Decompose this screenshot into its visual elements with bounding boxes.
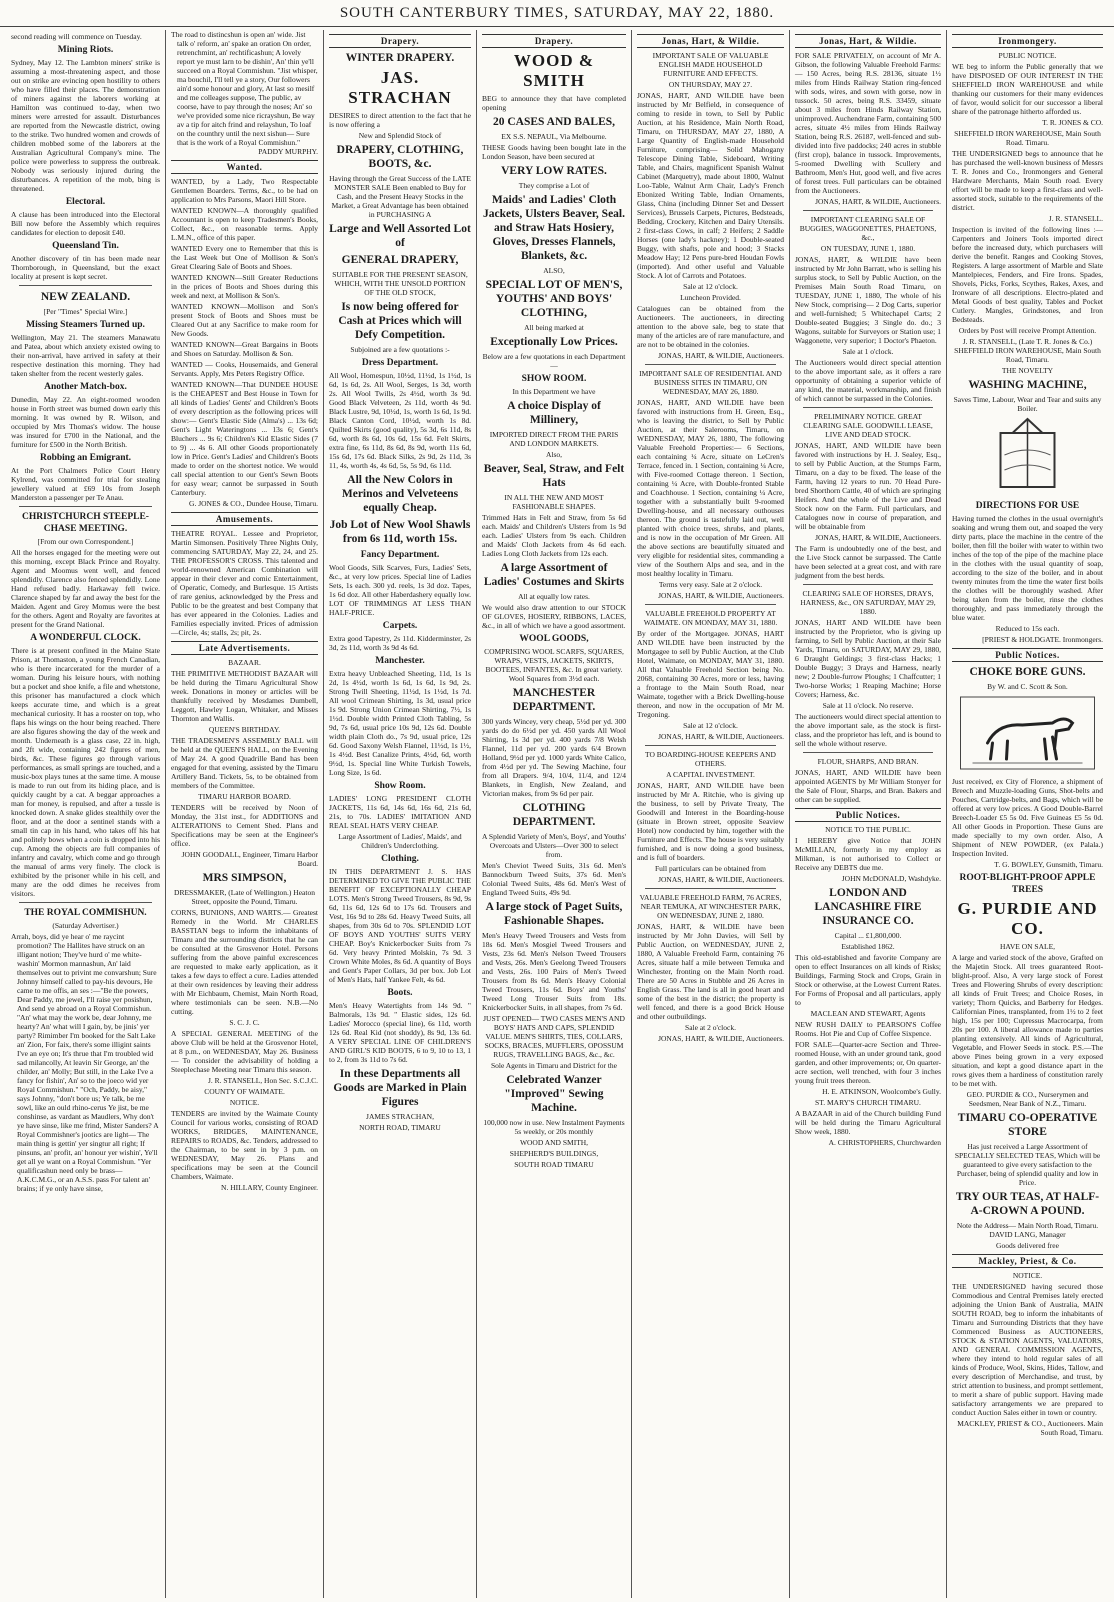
reduced-price: Reduced to 15s each. bbox=[995, 624, 1060, 633]
wanted-ad: WANTED Every one to Remember that this is the Last Week but One of Mollison & Son's Great Clearing Sale of Boots and Shoes. bbox=[171, 244, 318, 271]
mackley-text: THE UNDERSIGNED having secured those Commodious and Central Premises lately erected adjoining the Union Bank of Australia, MAIN SOUTH ROAD, beg to inform the inhabitants of Timaru and Surrounding Districts that they have Commenced Business as AUCTIONEERS, STOCK & STATION AGENTS, VALUATORS, AND GENERAL COMMISSION AGENTS, where they intend to hold regular sales of all kinds of Produce, Wool, Skins, Hides, Tallow, and every description of Merchandise, and trust, by strict attention to business, and prompt settlement, to merit a share of public support. Having made satisfactory arrangements we are prepared to conduct Auction Sales either in town or country. bbox=[952, 1282, 1103, 1417]
choke-sub: By W. and C. Scott & Son. bbox=[987, 682, 1068, 691]
scjc-ad: A SPECIAL GENERAL MEETING of the above Club will be held at the Grosvenor Hotel, at 8 p.m., on WEDNESDAY, May 26. Business— To consider the advisability of holding a Steeplechase Meeting near Timaru this season. bbox=[171, 1029, 318, 1074]
heading-steeplechase: CHRISTCHURCH STEEPLE-CHASE MEETING. bbox=[22, 512, 149, 534]
heading-carpets: Carpets. bbox=[382, 621, 418, 631]
all-marking: All being marked at bbox=[524, 323, 584, 332]
heading-wanted: Wanted. bbox=[171, 160, 318, 174]
rush-ad: NEW RUSH DAILY to PEARSON'S Coffee Rooms. Hot Pie and Cup of Coffee Sixpence. bbox=[795, 1020, 941, 1038]
heading-clock: A WONDERFUL CLOCK. bbox=[30, 633, 141, 643]
column-auctions-a bbox=[632, 30, 790, 1598]
notice-heading: PUBLIC NOTICE. bbox=[998, 51, 1057, 60]
delivered: Goods delivered free bbox=[996, 1241, 1059, 1250]
hats: Beaver, Seal, Straw, and Felt Hats bbox=[483, 463, 625, 489]
mining-text: Sydney, May 12. The Lambton miners' strike is assuming a most-threatening aspect, and those out on strike are evincing open hostility to others who have filled their places. The demonstration of miners against the laborers working at Hamilton was continued to-day, when two miners were arrested for assault. Disturbances are reported from the Newcastle district, owing to the strike. Two hundred women and crowds of children mobbed some of the laborers at the Australian Agricultural Company's mine. The police were powerless to suppress the outbreak. Nobody was seriously injured during the disturbances. A repetition of the mob, bing is threatened. bbox=[11, 58, 160, 193]
in-this-dept: In this Department we have bbox=[512, 387, 596, 396]
sale-date: ON THURSDAY, MAY 27. bbox=[668, 80, 753, 89]
wood-smith-name: WOOD & SMITH bbox=[513, 51, 595, 90]
waimate-heading: COUNTY OF WAIMATE. bbox=[204, 1087, 285, 1096]
sale-text: JONAS, HART, AND WILDIE have been favored with instructions by H. J. Sealey, Esq., to sell by Public Auction, at the Stumps Farm, Timaru, on a day to be fixed. The lease of the Farm, having 12 years to run. 70 Head Pure-bred Shorthorn Cattle, 40 of which are springing Heifers. And the whole of the Live and Dead Stock now on the Farm. Full particulars, and Catalogues now in course of preparation, and will be obtainable from bbox=[795, 441, 941, 531]
heading-jonas: Jonas, Hart, & Wildie. bbox=[637, 34, 784, 48]
imported: IMPORTED DIRECT FROM THE PARIS AND LONDON MARKETS. bbox=[489, 430, 619, 448]
insurance-signature: MACLEAN AND STEWART, Agents bbox=[810, 1009, 926, 1018]
sale-text: JONAS, HART, AND WILDIE have been instructed by Mr Belfield, in consequence of coming to reside in town, to Sell by Public Auction, at his Residence, Main North Road, Timaru, on THURSDAY, MAY 27, 1880, A Large Quantity of English-made Household Furniture, comprising— Solid Mahogany Telescope Dining Table, Sideboard, Writing Table, and Chairs, magnificent Spanish Walnut Cabinet (Marquetry), made about 1800, Walnut Loo-Table, Walnut Arm Chair, Lady's French Ebonized Writing Table, Indian Ornaments, Glass, China (including Dinner Set and Dessert Services), Brussels Carpets, Pictures, Bedsteads, Bedding, Crockery, Kitchen and Dairy Utensils. 2 first-class Cows, in calf; 2 Heifers; 2 Saddle Horses (one lady's hackney); 1 Double-seated Buggy, with shafts, pole and hood; 3 Stacks Meadow Hay; 12 Pens pure-bred Houdan Fowls (imported). And other useful and Valuable Stock. A lot of Carrots and Potatoes. bbox=[637, 91, 784, 280]
particulars: Full particulars can be obtained from bbox=[654, 864, 766, 873]
insurance-capital: Capital ... £1,800,000. bbox=[834, 931, 902, 940]
sale-text: JONAS, HART, & WILDIE have been instructed by Mr John Barratt, who is selling his surplus stock, to Sell by Public Auction, on the Premises Main South Road Timaru, on TUESDAY, JUNE 1, 1880, The whole of his New Stock, comprising— 2 Dog Carts, superior and well-furnished; 5 Whitechapel Carts; 2 Double-seated Buggies; 3 Single do. do.; 3 Wagons, suitable for Surveyors or Station use; 1 Waggonette, very superior; 1 Doctor's Phaeton. bbox=[795, 255, 941, 345]
investment: A CAPITAL INVESTMENT. bbox=[666, 770, 755, 779]
scjc-heading: S. C. J. C. bbox=[229, 1018, 260, 1027]
sale-text: JONAS, HART AND WILDIE have been instructed by the Proprietor, who is giving up farming, to Sell by Public Auction, at their Sale Yards, Timaru, on SATURDAY, MAY 29, 1880, 6 Draught Geldings; 3 first-class Hacks; 1 Double Buggy; 3 Drays and Harness, nearly new; 2 Double-furrow Ploughs; 1 Chaffcutter; 1 Two-horse Works; 1 Reaping Machine; Horse Covers; Harness, &c. bbox=[795, 618, 941, 699]
footer-name: JAMES STRACHAN, bbox=[366, 1112, 434, 1121]
divider bbox=[19, 902, 152, 903]
offering: Is now being offered for Cash at Prices which will Defy Competition. bbox=[338, 301, 462, 341]
masthead: SOUTH CANTERBURY TIMES, SATURDAY, MAY 22, 1880. bbox=[0, 0, 1114, 27]
wool-goods: COMPRISING WOOL SCARFS, SQUARES, WRAPS, VESTS, JACKETS, SKIRTS, BOOTEES, INFANTES, &c. In great variety. Wool Squares from 3½d each. bbox=[484, 647, 624, 683]
wanted-ad: WANTED — Cooks, Housemaids, and General Servants. Apply, Mrs Peters Registry Office. bbox=[171, 360, 318, 378]
luncheon: Luncheon Provided. bbox=[680, 293, 741, 302]
column-strachan bbox=[324, 30, 477, 1598]
notice-heading: NOTICE TO THE PUBLIC. bbox=[825, 825, 911, 834]
heading-late-ads: Late Advertisements. bbox=[171, 641, 318, 655]
heading-mackley: Mackley, Priest, & Co. bbox=[952, 1254, 1103, 1268]
heading-jonas: Jonas, Hart, & Wildie. bbox=[795, 34, 941, 48]
reduced-signature: [PRIEST & HOLDGATE. Ironmongers. bbox=[982, 635, 1103, 644]
sale-note: The Farm is undoubtedly one of the best, and the Live Stock cannot be surpassed. The Cattle have been selected at a great cost, and with rare judgment from the best herds. bbox=[795, 544, 941, 580]
heading-manchester: MANCHESTER DEPARTMENT. bbox=[512, 687, 596, 713]
manchester-prices: 300 yards Wincey, very cheap, 5½d per yd. 300 yards do do 6½d per yd. 450 yards All Wool Shirting, 1s 3d per yd. 400 yards 7/8 Welsh Flannel, 11d per yd. 200 yards 6/4 Brown Holland, 9½d per yd. 1000 yards White Calico, from 4½d per yd. The Sewing Machine, four from all Drapers. 9/4, 10/4, 11/4, and 12/4 Blankets, in English, New Zealand, and Victorian makes, from 9s 6d per pair. bbox=[482, 717, 626, 798]
heading-show-room: SHOW ROOM. bbox=[521, 374, 587, 384]
poem-signature: PADDY MURPHY. bbox=[258, 147, 318, 156]
column-wood-smith bbox=[477, 30, 632, 1598]
auctioneer-signature: JONAS, HART, & WILDIE, Auctioneers. bbox=[658, 351, 784, 360]
strachan-intro: DESIRES to direct attention to the fact that he is now offering a bbox=[329, 111, 471, 129]
poem-continued: The road to distincshun is open an' wide. Jist talk o' reform, an' spake an oration On order, retrenchmint, an' rechtificashun; A lovely report ye must larn to be dishin', An' thin ye'll succeed on a Royal Commishun. "Jist whisper, ma bouchil, I'll tell ye a story, Our followers ain'd some honour and glory, At last so mesilf and me colleages suppose, The public, av coorse, have to pay through the noses; An' so we've provided some nice ricrayshun, Be way av a tip for aitch frind and relayshun, To loaf on the counthry until the next sishun— Sure that is the work of a Royal Commishun." bbox=[171, 30, 318, 147]
choke-text: Just received, ex City of Florence, a shipment of Breech and Muzzle-loading Guns, Shot-belts and Pouches, Cartridge-belts, and Bags, which will be offered at very low prices. A Good Double-Barrel Breech-Loader £5 5s 0d. Five Guineas £5 5s 0d. All other Goods in Proportion. These Guns are made specially to my own order. Also, A Shipment of NEW POWDER, (ex Palala.) Inspection Invited. bbox=[952, 777, 1103, 858]
for-sale-ad: FOR SALE—Quarter-acre Section and Three-roomed House, with an under ground tank, good garden, and other improvements; or, On quarter-acre section, well trenched, with four 3 inches young fruit trees thereon. bbox=[795, 1040, 941, 1085]
root-blight-heading: ROOT-BLIGHT-PROOF APPLE TREES bbox=[959, 873, 1096, 895]
below: Below are a few quotations in each Department— bbox=[482, 352, 626, 370]
sheffield-signature: J. R. STANSELL. bbox=[1048, 214, 1103, 223]
attention: We would also draw attention to our STOCK OF GLOVES, HOSIERY, RIBBONS, LACES, &c., in all of which we have a good assortment. bbox=[482, 603, 626, 630]
tea-line: TRY OUR TEAS, AT HALF-A-CROWN A POUND. bbox=[955, 1191, 1100, 1217]
sale-text: FOR SALE PRIVATELY, on account of Mr A. Gibson, the following Valuable Freehold Farms:— 150 Acres, being R.S. 28136, situate 1½ miles from Hinds Railway Station ring-fenced with sods, wires, and sown with gorse, now in tussock. 50 acres, being R.S. 33459, situate about 3 miles from Hinds Railway Station, unimproved. Auchendrane Farm, containing 500 acres, situate 4½ miles from Hinds Railway Station, being R.S. 26187, well-fenced and sub-divided into five paddocks; 240 acres in stubble (first crop), balance in tussock. Improvements, 5-roomed Dwelling with Scullery and Bathroom, Men's Hut, good well, and five acres of forest trees. Full particulars can be obtained from the Auctioneers. bbox=[795, 51, 941, 195]
newspaper-columns bbox=[6, 30, 1108, 1598]
heading-public-notices: Public Notices. bbox=[952, 648, 1103, 662]
divider bbox=[803, 210, 933, 211]
heading-amusements: Amusements. bbox=[171, 512, 318, 526]
shawls: Job Lot of New Wool Shawls from 6s 11d, worth 15s. bbox=[329, 519, 471, 545]
sale-date: ON TUESDAY, JUNE 1, 1880. bbox=[820, 244, 916, 253]
auctioneer-signature: JONAS, HART, & WILDIE, Auctioneers. bbox=[815, 197, 941, 206]
bazaar-ad: THE PRIMITIVE METHODIST BAZAAR will be held during the Timaru Agricultural Show week. Donations in money or articles will be thankfully received by Mesdames Dumbell, Leggott, Hawley Logan, Whitaker, and Misses Thornton and Wallis. bbox=[171, 669, 318, 723]
dress-prices: All Wool, Homespun, 10½d, 11½d, 1s 1½d, 1s 6d, 1s 6d, 2s. All Wool, Serges, 1s 3d, worth 2s. All Wool Twills, 2s 4½d, worth 3s 9d. Good Black Velveteen, 2s 11d, worth 4s 9d. Black Lustre, 9d, 10½d, 1s, worth 1s 6d, 1s 9d. Black Canton Cord, 10½d, worth 1s 8d. Quilted Skirts (good quality), 5s 3d, 6s 11d, 8s 6d, worth 8s 6d, 10s 6d, 15s 6d. Felt Skirts, extra fine, 6s 11d, 8s 6d, 8s 9d, worth 11s 6d, 15s 6d, 17s 6d. Black Silks, 2s 9d, 2s 11d, 3s 11, 4s, worth 4s, 4s 6d, 5s, 5s 9d, 6s 11d. bbox=[329, 371, 471, 470]
footer-address: NORTH ROAD, TIMARU bbox=[359, 1123, 441, 1132]
divider bbox=[803, 584, 933, 585]
clock-text: There is at present confined in the Maine State Prison, at Thomaston, a young French Canadian, who is there incarcerated for the murder of a woman. During his leisure hours, with nothing but a pocket and shoe knife, a file and whetstone, this prisoner has manufactured a clock which keeps accurate time, and which is a great mechanical curiosity. It has a rooster on top, who flaps his wings on the hour being reached. There are also figures showing the day of the week and month. Underneath is a glass case, 22 in. high, and 2ft wide, containing 242 figures of men, birds, &c. These figures go through various performances, as small springs are touched, and a music-box plays tunes at the same time. A mouse is made to run out from its hiding place, and is quickly caught by a cat. A beggar approaches a man for money, is repulsed, and after a tussle is knocked down. A snake glides stealthily over the floor, and at the door a sentinel stands with a small tin cap in his hand, who takes off his hat and politely bows when a coin is dropped into his cup. Among the objects are full companies of infantry and cavalry, which come and go through the manual of arms very finely. The clock is exhibited by the prisoner while in his cell, and many are the odd dimes he receives from visitors. bbox=[11, 646, 160, 898]
plain-figures: In these Departments all Goods are Marked in Plain Figures bbox=[333, 1068, 467, 1108]
sheffield-heading: SHEFFIELD IRON WAREHOUSE, Main South Road. Timaru. bbox=[954, 129, 1101, 147]
shapes-prices: Trimmed Hats in Felt and Straw, from 5s 6d each. Maids' and Children's Ulsters from 1s 9d each. Ladies' Ulsters from 9s each. Children and Maids' Cloth Jackets from 4s 6d each. Ladies Long Cloth Jackets from 12s each. bbox=[482, 513, 626, 558]
purdie-sub: HAVE ON SALE, bbox=[999, 942, 1056, 951]
strachan-having: Having through the Great Success of the LATE MONSTER SALE Been enabled to Buy for Cash, and the Present Heavy Stocks in the Market, a Great Advantage has been obtained in PURCHASING A bbox=[329, 174, 471, 219]
divider bbox=[645, 364, 776, 365]
coop-heading: TIMARU CO-OPERATIVE STORE bbox=[957, 1112, 1098, 1138]
heading-commishun: THE ROYAL COMMISHUN. bbox=[24, 908, 147, 918]
also: Also, bbox=[545, 450, 563, 459]
electoral-text: A clause has been introduced into the Electoral Bill now before the Assembly which requires candidates for election to deposit £40. bbox=[11, 210, 160, 237]
column-news bbox=[6, 30, 166, 1598]
directions-text: Having turned the clothes in the usual overnight's soaking and wrung them out, and soaped the very dirty parts, place the machine in the centre of the boiler, then fill the boiler with water to within two inches of the top of the pipe of the machine place in the clothes with the usual quantity of soap, according to the size of the boiler, and in about twenty minutes from the time the water first boils the clothes will be thoroughly washed. After being taken from the boiler, rinse the clothes thoroughly, and pass immediately through the blue water. bbox=[952, 514, 1103, 622]
new-stock: New and Splendid Stock of bbox=[358, 131, 442, 140]
heading-drapery: Drapery. bbox=[482, 34, 626, 48]
auctioneer-signature: JONAS, HART, & WILDIE, Auctioneers. bbox=[658, 875, 784, 884]
matchbox-text: Dunedin, May 22. An eight-roomed wooden house in Forth street was burned down early this morning. It was owned by R. Wilson, and occupied by Mrs Thomas's widow. The house was insured for £700 in the National, and the furniture for £500 in the North British. bbox=[11, 395, 160, 449]
manchester-prices: Extra heavy Unbleached Sheeting, 11d, 1s 1s 2d, 1s 4½d, worth 1s 6d, 1s 6d, 1s 9d, 2s. Strong Twill Sheeting, 11½d, 1s 1½d, 1s 7d. All wool Crimean Shirting, 1s 3d, usual price 1s 9d. Strong Union Crimean Shirting, 7½, 1s 1½d. Double width Printed Cloth Tabling, 5s 9d, 7s 6d, usual price 10s 9d, 12s 6d. Double width plain Cloth do., 7s 9d, usual price, 12s 6d. Good Saxony Welsh Flannel, 11½d, 1s 1½, 1s 4½d. Best Canalize Prints, 4½d, 6d, worth 9½d, 1s. Special line White Turkish Towels, Long Size, 1s 6d. bbox=[329, 669, 471, 777]
simpson-ad: DRESSMAKER, (Late of Wellington.) Heaton Street, opposite the Pound, Timaru. bbox=[174, 888, 315, 906]
wire-note: [Per "Times" Special Wire.] bbox=[43, 307, 128, 316]
coop-text: Has just received a Large Assortment of SPECIALLY SELECTED TEAS, Which will be guaranteed to give every satisfaction to the Purchaser, being of splendid quality and low in Price. bbox=[954, 1142, 1101, 1187]
hunting-dog-picture bbox=[952, 693, 1103, 773]
sale-text: JONAS, HART, & WILDIE have been instructed by Mr John Davies, will Sell by Public Auction, on WEDNESDAY, JUNE 2, 1880, A Valuable Freehold Farm, containing 76 Acres, situate half a mile between Temuka and Winchester, fronting on the Main North road. There are 50 Acres in Stubble and 26 Acres in English Grass. The land is all in good heart and some of the best in the district; the property is well fenced, and there is a good Brick House and other outbuildings. bbox=[637, 922, 784, 1021]
auctioneer-signature: JONAS, HART, & WILDIE, Auctioneers. bbox=[815, 533, 941, 542]
sale-note: The auctioneers would direct special attention to the above important sale, as the stock is first-class, and the proprietor has left, and is bound to sell the whole without reserve. bbox=[795, 712, 941, 748]
steeplechase-text: All the horses engaged for the meeting were out this morning, except Black Prince and Royalty. Agent and Moomus went well, and fenced splendidly. Clarence also fenced splendidly. Lone Hand refused badly. Harkaway fell twice. Clarence shaped by far and away the best for the Maiden. Agent and Grey Momus were the best for the others. Agent and Royalty are favorites at present for the Grand National. bbox=[11, 548, 160, 629]
wanzer-terms: 100,000 now in use. New Instalment Payments 5s weekly, or 20s monthly bbox=[483, 1118, 625, 1136]
drapery-line: DRAPERY, CLOTHING, BOOTS, &c. bbox=[336, 144, 464, 170]
robbing-text: At the Port Chalmers Police Court Henry Kylrend, was committed for trial for stealing jewellery valued at £69 10s from Joseph Manderston a passenger per Te Anau. bbox=[11, 466, 160, 502]
heading-boots: Boots. bbox=[387, 988, 413, 998]
heading-dress: Dress Department. bbox=[361, 358, 439, 368]
also: ALSO, bbox=[543, 266, 565, 275]
steamers-text: Wellington, May 21. The steamers Manawatu and Patea, about which anxiety existed owing to their non-arrival, have arrived in safety at their respective destination this morning. They had taken shelter from the recent westerly gales. bbox=[11, 333, 160, 378]
intro-text: second reading will commence on Tuesday. bbox=[11, 32, 142, 41]
purdie-name: G. PURDIE AND CO. bbox=[957, 899, 1098, 938]
harbour-heading: TIMARU HARBOR BOARD. bbox=[198, 792, 291, 801]
mackley-signature: MACKLEY, PRIEST & CO., Auctioneers. Main South Road, Timaru. bbox=[957, 1419, 1103, 1437]
footer-name: WOOD AND SMITH, bbox=[519, 1138, 589, 1147]
purdie-signature: GEO. PURDIE & CO., Nurserymen and Seedsmen, Near Bank of N.Z., Timaru. bbox=[966, 1090, 1089, 1108]
subjoined: Subjoined are a few quotations :- bbox=[350, 345, 450, 354]
sale-time: Sale at 11 o'clock. No reserve. bbox=[822, 701, 914, 710]
column-wanted bbox=[166, 30, 324, 1598]
sole-agents: Sole Agents in Timaru and District for the bbox=[490, 1061, 618, 1070]
harbour-signature: JOHN GOODALL, Engineer, Timaru Harbor Board. bbox=[181, 850, 318, 868]
novelty: THE NOVELTY bbox=[1001, 366, 1054, 375]
divider bbox=[803, 407, 933, 408]
ship: EX S.S. NEPAUL, Via Melbourne. bbox=[501, 132, 607, 141]
clothing-prices: Men's Cheviot Tweed Suits, 31s 6d. Men's Bannockburn Tweed Suits, 37s 6d. Men's Colonial Tweed Suits, 48s 6d. Men's West of England Tweed Suits, 49s 9d. bbox=[482, 861, 626, 897]
queensland-text: Another discovery of tin has been made near Thornborough, in Queensland, but the exact locality at present is kept secret. bbox=[11, 254, 160, 281]
choke-heading: CHOKE BORE GUNS. bbox=[969, 666, 1086, 678]
fancy-prices: Wool Goods, Silk Scarves, Furs, Ladies' Sets, &c., at very low prices. Special line of Ladies Sets, 1s each. 300 yd. reels, 1s 3d doz. Tapes, 1s 6d doz. All other Haberdashery equally low. LOT OF TRIMMINGS AT LESS THAN HALF-PRICE. bbox=[329, 563, 471, 617]
stansell-address: J. R. STANSELL, (Late T. R. Jones & Co.) SHEFFIELD IRON WAREHOUSE, Main South Road, Timaru. bbox=[954, 337, 1101, 364]
auctioneer-signature: JONAS, HART, & WILDIE, Auctioneers. bbox=[658, 732, 784, 741]
show-room-prices: LADIES' LONG PRESIDENT CLOTH JACKETS, 11s 6d, 14s 6d, 16s 6d, 21s 6d, 21s, to 70s. LADIES' IMITATION AND REAL SEAL HATS VERY CHEAP. bbox=[329, 794, 471, 830]
divider bbox=[19, 506, 152, 507]
heading-clothing: CLOTHING DEPARTMENT. bbox=[512, 802, 596, 828]
wanted-ad: WANTED, by a Lady, Two Respectable Gentlemen Boarders. Terms, &c., to be had on application to Mrs Parsons, Maori Hill Store. bbox=[171, 177, 318, 204]
underclothing: Large Assortment of Ladies', Maids', and Children's Underclothing. bbox=[338, 832, 462, 850]
sale-text: JONAS, HART, AND WILDIE have been favored with instructions from H. Green, Esq., who is leaving the district, to Sell by Public Auction, at their Salerooms, Timaru, on WEDNESDAY, MAY 26, 1880, The following Valuable Freehold Properties:— 6 Sections, each containing ¼ Acre, situate on LeCren's Terrace, fenced in. 1 Section, containing ¼ Acre, with Five-roomed Cottage thereon. 1 Section, containing ¼ Acre, with Double-fronted Stable and Coachhouse. 1 Section, containing ¼ Acre, together with a substantially built 9-roomed Dwelling-house, and all necessary outhouses thereon. The ground is tastefully laid out, well planted with choice trees, shrubs, and plants, and is now in the occupation of Mr Green. All the above sections are beautifully situated and very eligible for residential sites, commanding a view of the Southern Alps and sea, and in the most healthy locality in Timaru. bbox=[637, 398, 784, 578]
just-opened: JUST OPENED— TWO CASES MEN'S AND BOYS' HATS AND CAPS, SPLENDID VALUE. MEN'S SHIRTS, TIES, COLLARS, SOCKS, BRACES, MUFFLERS, OPOSSUM RUGS, TRAVELLING BAGS, &c., &c. bbox=[483, 1014, 625, 1059]
strachan-name: JAS. STRACHAN bbox=[348, 68, 452, 107]
clothing-lead: A Splendid Variety of Men's, Boys', and Youths' Overcoats and Ulsters—Over 300 to select from. bbox=[482, 832, 626, 859]
commishun-source: (Saturday Advertiser.) bbox=[52, 921, 119, 930]
heading-fancy: Fancy Department. bbox=[360, 550, 440, 560]
heading-new-zealand: NEW ZEALAND. bbox=[40, 291, 131, 303]
sale-time: Sale at 2 o'clock. bbox=[685, 1023, 736, 1032]
millinery: A choice Display of Millinery, bbox=[507, 400, 601, 426]
heading-drapery: Drapery. bbox=[329, 34, 471, 48]
sale-heading: TO BOARDING-HOUSE KEEPERS AND OTHERS. bbox=[645, 750, 776, 768]
comprise: They comprise a Lot of bbox=[518, 181, 590, 190]
heading-wool: WOOL GOODS, bbox=[519, 634, 589, 644]
heading-public-notices: Public Notices. bbox=[795, 808, 941, 822]
sale-time: Terms very easy. Sale at 2 o'clock. bbox=[658, 580, 763, 589]
queens-birthday-heading: QUEEN'S BIRTHDAY. bbox=[208, 725, 281, 734]
notice-text: I HEREBY give Notice that JOHN McMILLAN, formerly in my employ as Milkman, is not authorised to Collect or Receive any DEBTS due me. bbox=[795, 836, 941, 872]
paget-suits: A large stock of Paget Suits, Fashionable Shapes. bbox=[485, 901, 623, 927]
notice-signature: T. R. JONES & CO. bbox=[1042, 118, 1103, 127]
washing-machine-picture bbox=[952, 415, 1103, 495]
wanted-ad: WANTED KNOWN—A thoroughly qualified Accountant is open to keep Tradesmen's Books, Collect, &c., on reasonable terms. Apply L.M.N., office of this paper. bbox=[171, 206, 318, 242]
suitable: SUITABLE FOR THE PRESENT SEASON, WHICH, WITH THE UNSOLD PORTION OF THE OLD STOCK, bbox=[332, 270, 468, 297]
wanted-ad: WANTED KNOWN—Mollison and Son's present Stock of Boots and Shoes must be Cleared Out at any Sacrifice to make room for New Goods. bbox=[171, 302, 318, 338]
carpets-prices: Extra good Tapestry, 2s 11d. Kidderminster, 2s 3d, 2s 11d, worth 3s 9d 4s 6d. bbox=[329, 634, 471, 652]
sale-heading: VALUABLE FREEHOLD FARM, 76 ACRES, NEAR TEMUKA, AT WINCHESTER PARK, ON WEDNESDAY, JUNE 2, 1880. bbox=[639, 893, 782, 920]
notice-text: WE beg to inform the Public generally that we have DISPOSED OF OUR INTEREST IN THE SHEFFIELD IRON WAREHOUSE and while thanking our customers for their many evidences of favor, would solicit for our successor a liberal share of the patronage hitherto afforded us. bbox=[952, 62, 1103, 116]
divider bbox=[645, 745, 776, 746]
wanted-ad: WANTED KNOWN—Great Bargains in Boots and Shoes on Saturday. Mollison & Son. bbox=[171, 340, 318, 358]
column-auctions-b bbox=[790, 30, 947, 1598]
washing-sub: Saves Time, Labour, Wear and Tear and suits any Boiler. bbox=[953, 395, 1102, 413]
auctioneer-signature: JONAS, HART, & WILDIE, Auctioneers. bbox=[658, 1034, 784, 1043]
divider bbox=[645, 888, 776, 889]
heading-ironmongery: Ironmongery. bbox=[952, 34, 1103, 48]
waimate-signature: N. HILLARY, County Engineer. bbox=[221, 1183, 318, 1192]
wanted-ad: WANTED KNOWN—That DUNDEE HOUSE is the CHEAPEST and Best House in Town for all kinds of Ladies' Gents' and Children's Boots of every description as the following prices will show:— Gent's Elastic Side (Alma's) ... 13s 6d; Gent's Light Wateringtons ... 13s 6; Gent's Bluchers ... 9s 6; Children's Kid Elastic Sides (7 to 9) ... 4s 6. All other Goods proportionately low in Price. Gent's Ladies' and Children's Boots made to order on the shortest notice. We would call special attention to our Gent's Sewn Boots for easy wear; cannot be surpassed in South Canterbury. bbox=[171, 380, 318, 497]
heading-steamers: Missing Steamers Turned up. bbox=[26, 320, 145, 330]
heading-electoral: Electoral. bbox=[65, 197, 106, 207]
orders-note: Orders by Post will receive Prompt Attention. bbox=[958, 326, 1097, 335]
trousers-prices: Men's Heavy Tweed Trousers and Vests from 18s 6d. Men's Mosgiel Tweed Trousers and Vests, 23s 6d. Men's Nelson Tweed Trousers and Vests, 26s. Men's Geelong Tweed Trousers and Vests, 26s. 100 Pairs of Men's Tweed Trousers from 8s 6d. Men's Heavy Colonial Tweed Trousers, 11s 6d. Boys' and Youths' Tweed Long Trouser Suits from 18s. Knickerbocker Suits, in all shapes, from 7s 6d. bbox=[482, 931, 626, 1012]
correspondent-note: [From our own Correspondent.] bbox=[37, 537, 134, 546]
mackley-notice: NOTICE. bbox=[1012, 1271, 1043, 1280]
insurance-heading: LONDON AND LANCASHIRE FIRE INSURANCE CO. bbox=[814, 887, 922, 927]
poem-text: Arrah, boys, did ye hear o' me raycint promotion? The Hallites have struck on an illigant notion; They've hurd o' me white-washin' Mormon mannashun, An' laid themselves out to privint me convarshun; Sure Johnny himself called to pay-his devours, He came to me offis, an ses :—"Be the powers, Dear Paddy, me jewel, I'll raise yer posishun, And send ye abroad on a Royal Commishun. "An' what may the work be, dear Johnny, me hearty? An' what will I gain, by, be jinis' yer party? Rimimber I'm booked for the Salt Lake an' Zion, For faix, there's some illigint saints I've an eye on; It's thrue that I'm troubled wid sad milancolly, At leavin Sir George, an' the childer, an' Molly; But still, in the Lake I've a fancy for fishin', An' so to the joeco wid yer Royal Commishun." "Och, Paddy, be aisy," says Johnny, "don't bore us; Ye talk, be me sowl, like an ould rhino-cerus Ye jist, be me conshinse, as vardant as Maudlers, Why don't ye have sinse, like me frind, Mister Sanders? A Royal Commishner's jootics are light— The main thing is gettin' yer singtur all right; If pinsuns, an' profit, an' honour yer wishin', Ye'll get all ye want on a Royal Commishun. "Yer qualificashun need only be brass— A.K.C.M.G., or an A.S.S. pass For talent an' brains; if ye only have sinse, bbox=[11, 932, 159, 1193]
sale-time: Sale at 1 o'clock. bbox=[842, 347, 894, 356]
notice-heading: NOTICE. bbox=[229, 1098, 260, 1107]
insurance-text: This old-established and favorite Company are open to effect Insurances on all kinds of Risks; Buildings, Farming Stock and Crops, Grain in Stock or otherwise, at the Lowest Current Rates. For Forms of Proposal and all particulars, apply to bbox=[795, 953, 941, 1007]
catalogues: Catalogues can be obtained from the Auctioneers. The auctioneers, in directing attention to the above sale, beg to state that many of the articles are of rare manufacture, and are not to be obtained in the colonies. bbox=[637, 304, 784, 349]
goods-list: Maids' and Ladies' Cloth Jackets, Ulsters Beaver, Seal. and Straw Hats Hosiery, Gloves, Dresses Flannels, Blankets, &c. bbox=[482, 194, 626, 262]
sale-time: Sale at 12 o'clock. bbox=[683, 721, 738, 730]
bazaar-heading: BAZAAR. bbox=[228, 658, 261, 667]
boots-prices: Men's Heavy Watertights from 14s 9d. " Balmorals, 13s 9d. " Elastic sides, 12s 6d. Ladies' Morocco (special line), 6s 11d, worth 12s 6d. Real Kid (not shoddy), 8s 9d, 13s 6d. A VERY SPECIAL LINE OF CHILDREN'S AND GIRL'S KID BOOTS, 6 to 9, 10 to 13, 1 to 2, from 3s 11d to 7s 6d. bbox=[329, 1001, 471, 1064]
general-drapery: GENERAL DRAPERY, bbox=[341, 254, 459, 266]
very-low-rates: VERY LOW RATES. bbox=[501, 165, 607, 177]
heading-queensland: Queensland Tin. bbox=[52, 241, 119, 251]
church-signature: A. CHRISTOPHERS, Churchwarden bbox=[828, 1138, 941, 1147]
coop-signature: Note the Address— Main North Road, Timaru. DAVID LANG, Manager bbox=[956, 1221, 1099, 1239]
sale-note: The Auctioneers would direct special attention to the above important sale, as it offers a rare opportunity of obtaining a superior vehicle of any kind, the material, workmanship, and finish of which cannot be surpassed in the Colonies. bbox=[795, 358, 941, 403]
heading-robbing: Robbing an Emigrant. bbox=[39, 453, 132, 463]
sale-text: JONAS, HART, AND WILDIE have been instructed by Mr A. Ritchie, who is giving up the business, to sell by Private Treaty, The Goodwill and Interest in the Boarding-house (situate in Brown street, opposite Seaview Hotel) now conducted by him, together with the Furniture and Effects. The house is very suitably furnished, and is now doing a good business, and is full of boarders. bbox=[637, 781, 784, 862]
sale-text: By order of the Mortgagee. JONAS, HART AND WILDIE have been instructed by the Mortgagee to sell by Public Auction, at the Club Hotel, Waimate, on MONDAY, MAY 31, 1880. All that Valuable Freehold Section being No. 2068, containing 30 Acres, more or less, having a frontage to the Main South Road, near Waimate, together with a Brick Dwelling-house thereon, and now in the occupation of Mr M. Tregoning. bbox=[637, 629, 784, 719]
wood-smith-intro: BEG to announce they that have completed opening bbox=[482, 94, 626, 112]
cases: 20 CASES AND BALES, bbox=[492, 116, 616, 128]
theatre-ad: THEATRE ROYAL. Lessee and Proprietor, Martin Simonsen. Positively Three Nights Only, commencing SATURDAY, May 22, 24, and 25. THE PROFESSOR'S CROSS. This talented and world-renowned American Combination will appear in their clever and comic Entertainment, of Operatic, Comedy, and Burlesque. 15 Artists of rare genius, acknowledged by the Press and Public to be the greatest and best Company that has ever appeared in the Colonies. Ladies and Families especially invited. Prices of admission—Circle, 4s; stalls, 2s; pit, 2s. bbox=[171, 529, 318, 637]
shapes: IN ALL THE NEW AND MOST FASHIONABLE SHAPES. bbox=[504, 493, 604, 511]
auctioneer-signature: JONAS, HART, & WILDIE, Auctioneers. bbox=[658, 591, 784, 600]
these-goods: THESE Goods having been bought late in the London Season, have been secured at bbox=[482, 143, 626, 161]
inspection-text: Inspection is invited of the following lines :— Carpenters and Joiners Tools imported direct before the increased duty, which purchasers will derive the benefit. Ranges and Cooking Stoves, Registers. A large assortment of Marble and Slate Mantelpieces, Fenders, and Fire Irons. Spades, Shovels, Picks, Forks, Scythes, Rakes, Axes, and Ironware of all descriptions. Electro-plated and Metal Goods of best quality, Tables and Pocket Cutlery. Mangles, Grindstones, and Iron Bedsteads. bbox=[952, 225, 1103, 324]
sale-heading: VALUABLE FREEHOLD PROPERTY AT WAIMATE. ON MONDAY, MAY 31, 1880. bbox=[643, 609, 778, 627]
sale-heading: CLEARING SALE OF HORSES, DRAYS, HARNESS, &c., ON SATURDAY, MAY 29, 1880. bbox=[800, 589, 936, 616]
flour-text: JONAS, HART, AND WILDIE have been appointed AGENTS by Mr William Stonyer for the Sale of Flour, Sharps, and Bran. Bakers and other can be supplied. bbox=[795, 768, 941, 804]
wanzer: Celebrated Wanzer "Improved" Sewing Machine. bbox=[504, 1074, 604, 1114]
clothing-prices: IN THIS DEPARTMENT J. S. HAS DETERMINED TO GIVE THE PUBLIC THE BENEFIT OF EXCEPTIONALLY CHEAP LOTS. Men's Strong Tweed Trousers, 8s 9d, 9s 6d, 11s 6d, 12s 6d to 17s 6d. Trousers and Vest, 16s 9d to 28s 6d. Heavy Tweed Suits, all shapes, from 30s 6d to 70s. SPLENDID LOT OF BOYS AND YOUTHS' SUITS VERY CHEAP. Boy's Knickerbocker Suits from 7s 6d. Very heavy Printed Molskin, 7s 9d. 3 Crown White Moles, 8s 6d. A quantity of Boys and Gent's Paper Collars, 3d per box. Job Lot of Men's Hats, half Yankee Felt, 4s 6d. bbox=[329, 867, 471, 984]
divider bbox=[645, 604, 776, 605]
church-text: A BAZAAR in aid of the Church building Fund will be held during the Timaru Agricultural Show week, 1880. bbox=[795, 1109, 941, 1136]
ball-ad: THE TRADESMEN'S ASSEMBLY BALL will be held at the QUEEN'S HALL, on the Evening of May 24. A good Quadrille Band has been engaged for that evening, assisted by the Timaru Artillery Band. Tickets, 5s, to be obtained from members of the Committee. bbox=[171, 736, 318, 790]
heading-matchbox: Another Match-box. bbox=[44, 382, 127, 392]
footer-address: SOUTH ROAD TIMARU bbox=[514, 1160, 594, 1169]
directions-heading: DIRECTIONS FOR USE bbox=[975, 501, 1080, 511]
insurance-established: Established 1862. bbox=[841, 942, 895, 951]
wanted-signature: G. JONES & CO., Dundee House, Timaru. bbox=[189, 499, 318, 508]
sale-heading: IMPORTANT CLEARING SALE OF BUGGIES, WAGGONETTES, PHAETONS, &c., bbox=[799, 215, 937, 242]
church-heading: ST. MARY'S CHURCH TIMARU. bbox=[815, 1098, 921, 1107]
divider bbox=[19, 285, 152, 286]
heading-manchester: Manchester. bbox=[375, 656, 425, 666]
harbour-ad: TENDERS will be received by Noon of Monday, the 31st inst., for ADDITIONS and ALTERATIONS to Cement Shed. Plans and Specifications may be seen at the Engineer's office. bbox=[171, 803, 318, 848]
heading-show-room: Show Room. bbox=[374, 781, 426, 791]
heading-clothing: Clothing. bbox=[381, 854, 419, 864]
notice-signature: JOHN McDONALD, Washdyke. bbox=[841, 874, 941, 883]
washing-machine: WASHING MACHINE, bbox=[968, 379, 1087, 391]
sale-heading: PRELIMINARY NOTICE. GREAT CLEARING SALE. GOODWILL LEASE, LIVE AND DEAD STOCK. bbox=[803, 412, 933, 439]
special-lot: SPECIAL LOT OF MEN'S, YOUTHS' AND BOYS' CLOTHING, bbox=[485, 279, 623, 319]
sheffield-text: THE UNDERSIGNED begs to announce that he has purchased the well-known business of Messrs T. R. Jones and Co., Ironmongers and General Hardware Merchants, Main South road. Every effort will be made to keep a first-class and well-assorted stock, suitable to the requirements of the district. bbox=[952, 149, 1103, 212]
wanted-ad: WANTED KNOWN—Still Greater Reductions in the prices of Boots and Shoes during this week and next, at Mollison & Son's. bbox=[171, 273, 318, 300]
sale-heading: IMPORTANT SALE OF RESIDENTIAL AND BUSINESS SITES IN TIMARU, ON WEDNESDAY, MAY 26, 1880. bbox=[639, 369, 782, 396]
corns-ad: CORNS, BUNIONS, AND WARTS.— Greatest Remedy in the World. Mr CHARLES BASSTIAN begs to inform the inhabitants of Timaru and the surrounding districts that he can be consulted at the Grosvenor Hotel. Persons suffering from the above painful excrescences are requested to make early application, as it takes a few days to effect a cure. Ladies attended at their own residences by leaving their address with Mr Eichbaum, Chemist, Main North Road, where testimonials can be seen. N.B.—No cutting. bbox=[171, 908, 318, 1016]
sale-time: Sale at 12 o'clock. bbox=[683, 282, 738, 291]
divider bbox=[803, 752, 933, 753]
large-lot: Large and Well Assorted Lot of bbox=[329, 223, 471, 249]
costumes: A large Assortment of Ladies' Costumes and Skirts bbox=[483, 562, 625, 588]
simpson-heading: MRS SIMPSON, bbox=[202, 872, 287, 884]
flour-heading: FLOUR, SHARPS, AND BRAN. bbox=[817, 757, 919, 766]
scjc-signature: J. R. STANSELL, Hon Sec. S.C.J.C. bbox=[207, 1076, 318, 1085]
for-sale-signature: H. E. ATKINSON, Woolcombe's Gully. bbox=[822, 1087, 941, 1096]
heading-mining: Mining Riots. bbox=[57, 45, 114, 55]
waimate-ad: TENDERS are invited by the Waimate County Council for various works, consisting of ROAD WORKS, BRIDGES, MAINTENANCE, REPAIRS to ROADS, &c. Tenders, addressed to the Chairman, to be sent in by 3 p.m. on WEDNESDAY, May 26. Plans and specifications may be seen at the Council Chambers, Waimate. bbox=[171, 1109, 318, 1181]
purdie-text: A large and varied stock of the above, Grafted on the Majetin Stock. All trees guaranteed Root-blight-proof. Also, A very large stock of Forest Trees and Flowering Shrubs of every description: all kinds of Fruit Trees; and Choice Roses, in variety; Thorn Quicks, and Barberry for Hedges. Californian Pines, transplanted, from 1½ to 2 feet high, 15s per 100; Cupressus Macrocarpa, from 20s per 100. A liberal allowance made to parties planting extensively. All kinds of Agricultural, Vegetable, and Flower Seeds in stock. P.S.—The above Pines being grown in a very exposed situation, and kept a good distance apart in the rows gives them a hardiness of constitution rarely to be met with. bbox=[952, 953, 1103, 1088]
costumes-note: All at equally low rates. bbox=[518, 592, 590, 601]
footer-buildings: SHEPHERD'S BUILDINGS, bbox=[509, 1149, 599, 1158]
exceptionally-low: Exceptionally Low Prices. bbox=[490, 336, 618, 348]
choke-signature: T. G. BOWLEY, Gunsmith, Timaru. bbox=[994, 860, 1103, 869]
column-ironmongery bbox=[947, 30, 1108, 1598]
merinos: All the New Colors in Merinos and Velveteens equally Cheap. bbox=[341, 474, 459, 514]
sale-heading: IMPORTANT SALE OF VALUABLE ENGLISH MADE HOUSEHOLD FURNITURE AND EFFECTS. bbox=[652, 51, 769, 78]
winter-drapery: WINTER DRAPERY. bbox=[345, 52, 455, 64]
